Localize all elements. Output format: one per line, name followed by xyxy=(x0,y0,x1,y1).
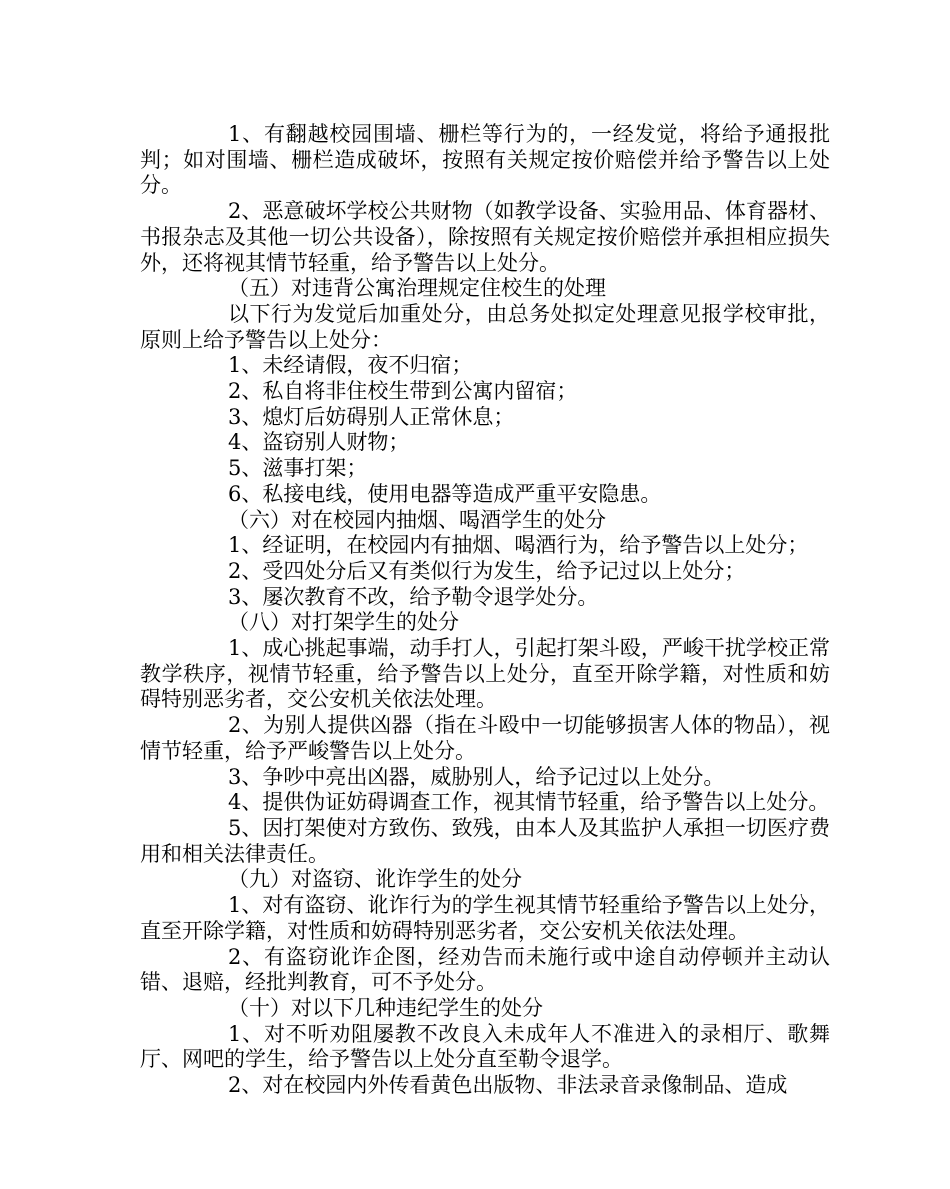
paragraph-p20: 5、因打架使对方致伤、致残，由本人及其监护人承担一切医疗费用和相关法律责任。 xyxy=(140,815,830,866)
list-item: 4、盗窃别人财物； xyxy=(228,430,410,455)
list-item: 2、受四处分后又有类似行为发生，给予记过以上处分； xyxy=(228,558,746,583)
list-item: 2、私自将非住校生带到公寓内留宿； xyxy=(228,379,578,404)
list-item: 1、经证明，在校园内有抽烟、喝酒行为，给予警告以上处分； xyxy=(228,533,809,558)
paragraph-p1: 1、有翻越校园围墙、栅栏等行为的，一经发觉，将给予通报批判；如对围墙、栅栏造成破坏，按照有关规定按价赔偿并给予警告以上处分。 xyxy=(140,122,830,198)
section-heading-5: （五）对违背公寓治理规定住校生的处理 xyxy=(228,276,606,301)
paragraph-p23: 2、有盗窃讹诈企图，经劝告而未施行或中途自动停顿并主动认错、退赔，经批判教育，可不予处分。 xyxy=(140,944,830,995)
list-item: 6、私接电线，使用电器等造成严重平安隐患。 xyxy=(228,481,662,506)
list-item: 1、未经请假，夜不归宿； xyxy=(228,353,473,378)
paragraph-p18: 3、争吵中亮出凶器，威胁别人，给予记过以上处分。 xyxy=(228,764,725,789)
paragraph-p17: 2、为别人提供凶器（指在斗殴中一切能够损害人体的物品），视情节轻重，给予严峻警告以上处分。 xyxy=(140,713,830,763)
paragraph-p4: 以下行为发觉后加重处分，由总务处拟定处理意见报学校审批，原则上给予警告以上处分： xyxy=(140,301,830,352)
section-heading-8: （八）对打架学生的处分 xyxy=(228,610,459,635)
list-item: 3、熄灯后妨碍别人正常休息； xyxy=(228,404,515,429)
document-page xyxy=(140,122,830,1099)
list-item: 3、屡次教育不改，给予勒令退学处分。 xyxy=(228,584,599,609)
paragraph-p26: 2、对在校园内外传看黄色出版物、非法录音录像制品、造成 xyxy=(228,1073,788,1098)
list-item: 5、滋事打架； xyxy=(228,456,368,481)
paragraph-p16: 1、成心挑起事端，动手打人，引起打架斗殴，严峻干扰学校正常教学秩序，视情节轻重，给予警告以上处分，直至开除学籍，对性质和妨碍特别恶劣者，交公安机关依法处理。 xyxy=(140,636,830,712)
paragraph-p25: 1、对不听劝阻屡教不改良入未成年人不准进入的录相厅、歌舞厅、网吧的学生，给予警告以上处分直至勒令退学。 xyxy=(140,1021,830,1072)
section-heading-9: （九）对盗窃、讹诈学生的处分 xyxy=(228,867,522,892)
paragraph-p19: 4、提供伪证妨碍调查工作，视其情节轻重，给予警告以上处分。 xyxy=(228,790,830,815)
section-heading-6: （六）对在校园内抽烟、喝酒学生的处分 xyxy=(228,507,606,532)
section-heading-10: （十）对以下几种违纪学生的处分 xyxy=(228,995,543,1020)
paragraph-p2: 2、恶意破坏学校公共财物（如教学设备、实验用品、体育器材、书报杂志及其他一切公共设备），除按照有关规定按价赔偿并承担相应损失外，还将视其情节轻重，给予警告以上处分。 xyxy=(140,199,830,275)
paragraph-p22: 1、对有盗窃、讹诈行为的学生视其情节轻重给予警告以上处分，直至开除学籍，对性质和妨碍特别恶劣者，交公安机关依法处理。 xyxy=(140,893,830,943)
